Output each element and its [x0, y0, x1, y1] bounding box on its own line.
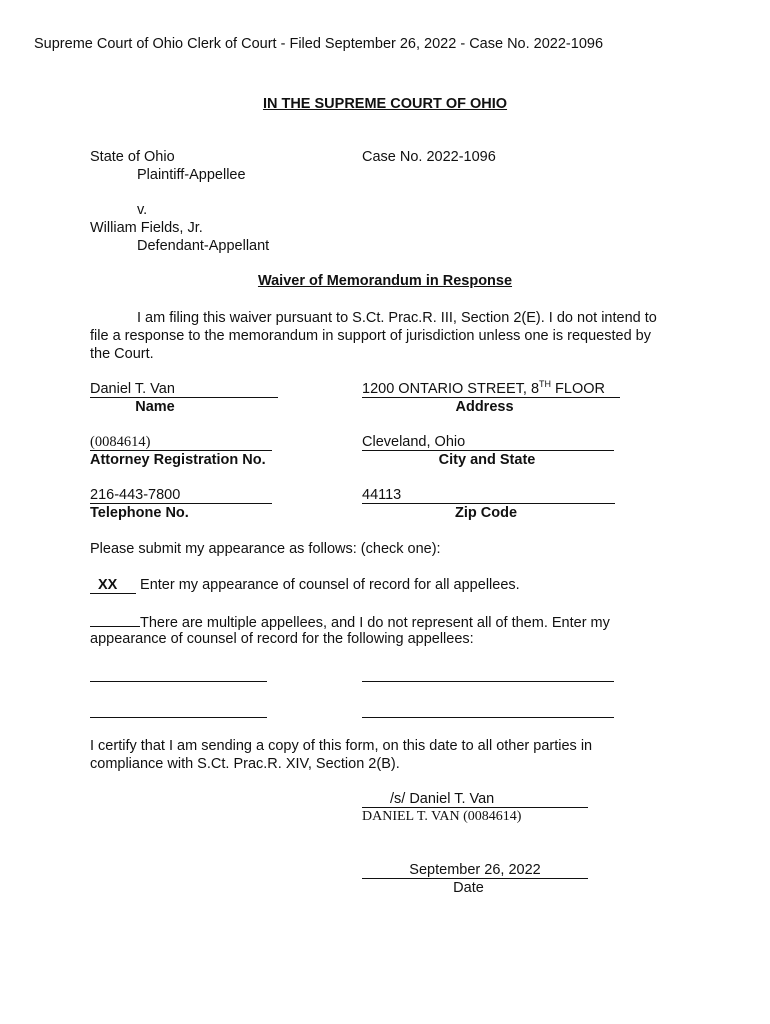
option-all-checkmark[interactable]: XX — [90, 577, 136, 594]
intro-paragraph: I am filing this waiver pursuant to S.Ct. Prac.R. III, Section 2(E). I do not intend to file a response to the memorandum in support of jurisdiction unless one is requested by the Court. — [90, 310, 657, 362]
zip-value: 44113 — [362, 487, 402, 503]
appellee-blank-4[interactable] — [362, 717, 614, 718]
option-some-checkbox-blank[interactable] — [90, 612, 140, 627]
case-number: Case No. 2022-1096 — [362, 149, 496, 165]
option-some-text-line2: appearance of counsel of record for the following appellees: — [90, 631, 474, 647]
appellee-blank-1[interactable] — [90, 681, 267, 682]
filing-stamp: Supreme Court of Ohio Clerk of Court - Filed September 26, 2022 - Case No. 2022-1096 — [34, 36, 604, 52]
city-state-value: Cleveland, Ohio — [362, 434, 466, 450]
name-value: Daniel T. Van — [90, 381, 175, 397]
telephone-value: 216-443-7800 — [90, 487, 181, 503]
address-label: Address — [455, 399, 514, 415]
defendant-name: William Fields, Jr. — [90, 220, 203, 236]
defendant-role: Defendant-Appellant — [137, 238, 270, 254]
date-value: September 26, 2022 — [409, 862, 541, 878]
plaintiff-name: State of Ohio — [90, 149, 175, 165]
certification-paragraph: I certify that I am sending a copy of this form, on this date to all other parties in compliance with S.Ct. Prac.R. XIV, Section 2(B). — [90, 738, 593, 772]
signature-value: /s/ Daniel T. Van — [390, 791, 495, 807]
date-label: Date — [453, 880, 484, 896]
appearance-option-all[interactable] — [90, 576, 520, 594]
telephone-label: Telephone No. — [90, 505, 189, 521]
signature-printed-name: DANIEL T. VAN (0084614) — [362, 809, 522, 824]
appellee-blank-3[interactable] — [90, 717, 267, 718]
appearance-prompt: Please submit my appearance as follows: (check one): — [90, 541, 441, 557]
versus: v. — [137, 202, 148, 218]
city-state-label: City and State — [438, 452, 536, 468]
plaintiff-role: Plaintiff-Appellee — [137, 167, 246, 183]
name-label: Name — [135, 399, 175, 415]
address-value: 1200 ONTARIO STREET, 8TH FLOOR — [362, 379, 605, 397]
registration-value: (0084614) — [90, 434, 151, 450]
option-some-text-line1: There are multiple appellees, and I do not represent all of them. Enter my — [140, 615, 610, 631]
appellee-blank-2[interactable] — [362, 681, 614, 682]
court-title: IN THE SUPREME COURT OF OHIO — [262, 96, 508, 112]
registration-label: Attorney Registration No. — [90, 452, 266, 468]
zip-label: Zip Code — [454, 505, 518, 521]
document-title: Waiver of Memorandum in Response — [257, 273, 513, 289]
appearance-option-some[interactable] — [90, 612, 610, 632]
option-all-text: Enter my appearance of counsel of record for all appellees. — [140, 577, 520, 593]
